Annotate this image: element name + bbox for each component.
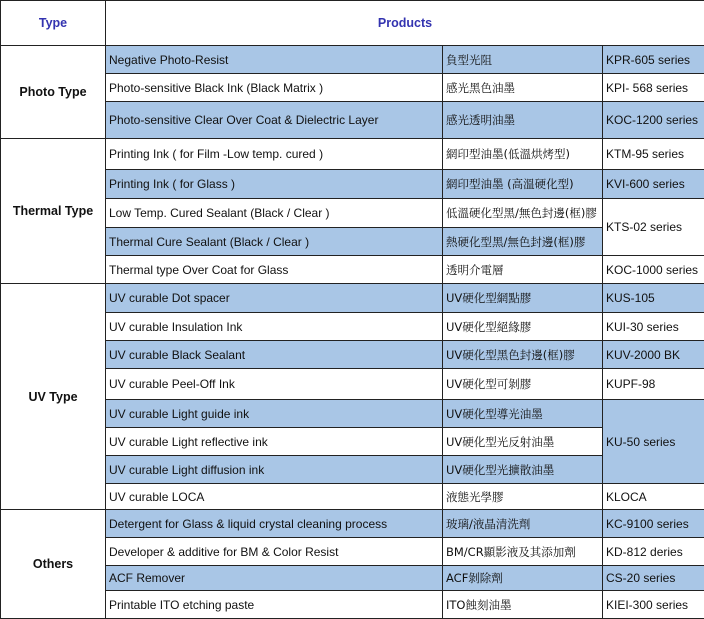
table-row [1,256,704,284]
table-row [1,170,704,199]
product-series: KC-9100 series [603,510,704,538]
table-row [1,102,704,139]
table-row [1,566,704,591]
product-name: Detergent for Glass & liquid crystal cleaning process [106,510,443,538]
product-series: CS-20 series [603,566,704,591]
product-chinese-name: 感光透明油墨 [443,102,603,139]
table-row [1,510,704,538]
table-row [1,284,704,313]
product-series: KU-50 series [603,400,704,484]
product-series: KTM-95 series [603,139,704,170]
product-chinese-name: 感光黑色油墨 [443,74,603,102]
product-name: Printing Ink ( for Film -Low temp. cured ) [106,139,443,170]
product-name: ACF Remover [106,566,443,591]
product-name: UV curable Dot spacer [106,284,443,313]
product-chinese-name: 低溫硬化型黑/無色封邊(框)膠 [443,199,603,228]
product-chinese-name: 玻璃/液晶清洗劑 [443,510,603,538]
product-series: KLOCA [603,484,704,510]
group-others: Others [1,510,106,619]
product-series: KPI- 568 series [603,74,704,102]
table-row [1,139,704,170]
table-row [1,456,704,484]
product-series: KUPF-98 [603,369,704,400]
product-chinese-name: 網印型油墨(低溫烘烤型) [443,139,603,170]
product-chinese-name: 熱硬化型黑/無色封邊(框)膠 [443,228,603,256]
product-series: KOC-1200 series [603,102,704,139]
table-row [1,199,704,228]
product-chinese-name: UV硬化型光擴散油墨 [443,456,603,484]
product-series: KUS-105 [603,284,704,313]
product-name: UV curable Black Sealant [106,341,443,369]
table-row [1,484,704,510]
group-uv-type: UV Type [1,284,106,510]
product-series: KPR-605 series [603,46,704,74]
table-row [1,369,704,400]
products-column-header: Products [106,1,704,46]
product-name: Photo-sensitive Black Ink (Black Matrix ) [106,74,443,102]
table-row [1,341,704,369]
product-series: KTS-02 series [603,199,704,256]
table-row [1,74,704,102]
header-row [1,1,704,46]
product-name: Thermal type Over Coat for Glass [106,256,443,284]
product-series: KUI-30 series [603,313,704,341]
product-series: KUV-2000 BK [603,341,704,369]
product-chinese-name: UV硬化型可剝膠 [443,369,603,400]
product-series: KVI-600 series [603,170,704,199]
product-name: UV curable Light diffusion ink [106,456,443,484]
product-chinese-name: 液態光學膠 [443,484,603,510]
product-name: UV curable Peel-Off Ink [106,369,443,400]
product-name: UV curable Insulation Ink [106,313,443,341]
table-row [1,538,704,566]
product-name: Negative Photo-Resist [106,46,443,74]
product-name: Printing Ink ( for Glass ) [106,170,443,199]
product-name: UV curable Light guide ink [106,400,443,428]
product-series: KOC-1000 series [603,256,704,284]
table-row [1,591,704,619]
group-thermal-type: Thermal Type [1,139,106,284]
product-chinese-name: UV硬化型導光油墨 [443,400,603,428]
product-name: Printable ITO etching paste [106,591,443,619]
table-row [1,46,704,74]
table-row [1,400,704,428]
product-series: KD-812 deries [603,538,704,566]
product-chinese-name: UV硬化型黑色封邊(框)膠 [443,341,603,369]
product-name: Developer & additive for BM & Color Resist [106,538,443,566]
type-column-header: Type [1,1,106,46]
product-chinese-name: ITO蝕刻油墨 [443,591,603,619]
table-row [1,228,704,256]
product-chinese-name: 網印型油墨 (高溫硬化型) [443,170,603,199]
product-chinese-name: 透明介電層 [443,256,603,284]
group-photo-type: Photo Type [1,46,106,139]
product-chinese-name: 負型光阻 [443,46,603,74]
product-name: Photo-sensitive Clear Over Coat & Dielectric Layer [106,102,443,139]
product-name: UV curable Light reflective ink [106,428,443,456]
table-row [1,313,704,341]
product-chinese-name: UV硬化型光反射油墨 [443,428,603,456]
product-chinese-name: BM/CR顯影液及其添加劑 [443,538,603,566]
table-row [1,428,704,456]
product-series: KIEI-300 series [603,591,704,619]
product-name: Thermal Cure Sealant (Black / Clear ) [106,228,443,256]
product-name: UV curable LOCA [106,484,443,510]
product-chinese-name: UV硬化型網點膠 [443,284,603,313]
product-chinese-name: ACF剝除劑 [443,566,603,591]
product-name: Low Temp. Cured Sealant (Black / Clear ) [106,199,443,228]
product-chinese-name: UV硬化型絕緣膠 [443,313,603,341]
